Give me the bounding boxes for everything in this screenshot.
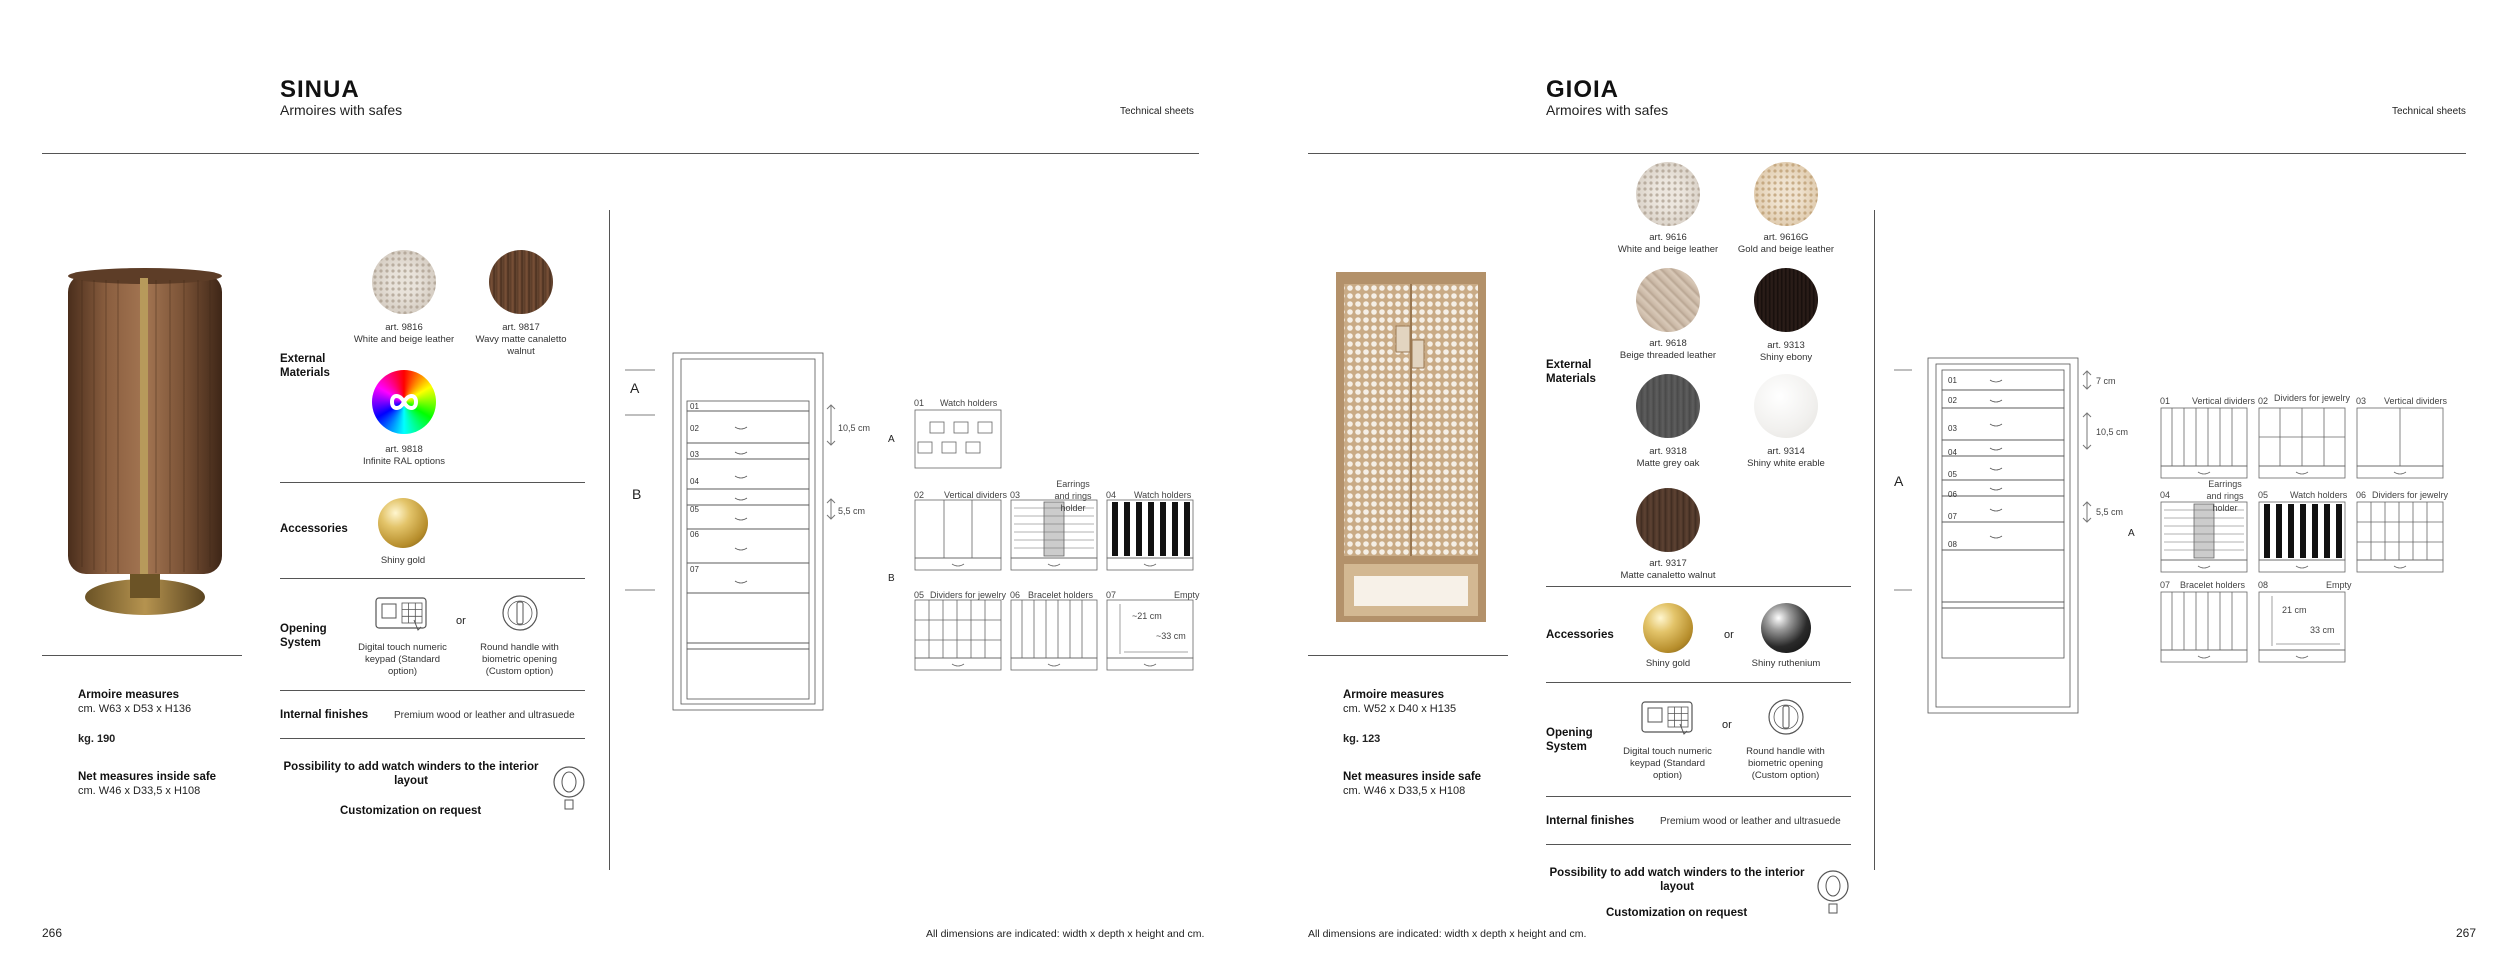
tray-group-a-label: A — [2128, 528, 2135, 539]
drawer-number: 06 — [690, 530, 699, 539]
tray-name: Dividers for jewelry — [930, 590, 1007, 600]
drawer-number: 05 — [1948, 470, 1957, 479]
page-subtitle: Armoires with safes — [280, 102, 403, 118]
header-divider — [42, 153, 1199, 154]
section-divider — [280, 738, 585, 739]
armoire-measures-label: Armoire measures — [1343, 689, 1444, 701]
measures-divider — [42, 655, 242, 656]
opening-or: or — [456, 615, 466, 627]
dimension-label: 10,5 cm — [838, 423, 871, 433]
material-name: Matte grey oak — [1636, 458, 1700, 469]
drawer-number: 01 — [1948, 376, 1957, 385]
internal-finishes-label: Internal finishes — [1546, 815, 1635, 827]
dimension-label: 7 cm — [2096, 376, 2116, 386]
tray-num: 02 — [2258, 396, 2269, 406]
accessory-name: Shiny gold — [380, 555, 426, 566]
net-measures-label: Net measures inside safe — [78, 771, 217, 783]
drawer-number: 08 — [1948, 540, 1957, 549]
tray-name: Dividers for jewelry — [2372, 490, 2449, 500]
drawer-number: 03 — [690, 450, 699, 459]
tray-name: Earrings and rings holder — [1054, 479, 1092, 513]
tray-name: Vertical dividers — [944, 490, 1008, 500]
drawer-number: 03 — [1948, 424, 1957, 433]
tray-num: 07 — [2160, 580, 2171, 590]
dimension-arrow — [824, 403, 838, 447]
footer-note: All dimensions are indicated: width x depth x height and cm. — [926, 928, 1205, 940]
dimension-arrow — [2080, 369, 2094, 391]
tray-06 — [2356, 496, 2446, 576]
vertical-divider — [1874, 210, 1875, 870]
accessory-name: Shiny gold — [1645, 658, 1691, 669]
tray-num: 04 — [1106, 490, 1117, 500]
tray-name: Vertical dividers — [2384, 396, 2448, 406]
tray-num: 02 — [914, 490, 925, 500]
material-name: Shiny ebony — [1759, 352, 1813, 363]
material-swatch-9817 — [489, 250, 553, 314]
safe-interior-diagram — [625, 345, 845, 715]
drawer-number: 04 — [690, 477, 699, 486]
section-b-label: B — [632, 486, 642, 502]
material-swatch-9616g — [1754, 162, 1818, 226]
round-handle-icon — [1766, 697, 1806, 737]
net-measures-value: cm. W46 x D33,5 x H108 — [78, 785, 201, 797]
tray-num: 01 — [914, 398, 925, 408]
page-number: 267 — [2456, 926, 2477, 940]
tray-name: Watch holders — [940, 398, 998, 408]
header-section-label: Technical sheets — [1120, 106, 1194, 117]
section-a-label: A — [1894, 473, 1904, 489]
material-name: Matte canaletto walnut — [1620, 570, 1716, 581]
material-code: art. 9313 — [1767, 340, 1805, 351]
watch-winders-note: Possibility to add watch winders to the interior layout — [283, 761, 539, 787]
tray-num: 06 — [1010, 590, 1021, 600]
accessory-or: or — [1724, 629, 1734, 641]
tray-num: 01 — [2160, 396, 2171, 406]
accessories-label: Accessories — [1546, 629, 1614, 641]
tray-name: Bracelet holders — [1028, 590, 1094, 600]
customization-note: Customization on request — [1606, 907, 1748, 919]
tray-04 — [1106, 494, 1196, 574]
material-swatch-9616 — [1636, 162, 1700, 226]
section-a-label: A — [630, 380, 640, 396]
material-swatch-9818 — [372, 370, 436, 434]
tray-num: 05 — [914, 590, 925, 600]
material-swatch-9314 — [1754, 374, 1818, 438]
tray-name: Empty — [1174, 590, 1200, 600]
round-handle-icon — [500, 593, 540, 633]
page-subtitle: Armoires with safes — [1546, 102, 1669, 118]
tray-name: Bracelet holders — [2180, 580, 2246, 590]
tray-02 — [2258, 402, 2348, 482]
drawer-number: 05 — [690, 505, 699, 514]
tray-02 — [914, 494, 1004, 574]
material-swatch-9618 — [1636, 268, 1700, 332]
empty-dim-height: ~21 cm — [1132, 611, 1162, 621]
drawer-number: 06 — [1948, 490, 1957, 499]
dimension-arrow — [824, 497, 838, 521]
armoire-measures-label: Armoire measures — [78, 689, 179, 701]
section-divider — [280, 578, 585, 579]
material-name: Gold and beige leather — [1737, 244, 1835, 255]
material-code: art. 9318 — [1649, 446, 1687, 457]
section-divider — [1546, 844, 1851, 845]
section-divider — [280, 690, 585, 691]
dimension-label: 5,5 cm — [2096, 507, 2124, 517]
empty-dim-width: 33 cm — [2310, 625, 2335, 635]
opening-or: or — [1722, 719, 1732, 731]
accessories-label: Accessories — [280, 523, 348, 535]
tray-name: Empty — [2326, 580, 2352, 590]
internal-finishes-value: Premium wood or leather and ultrasuede — [394, 710, 575, 721]
armoire-weight: kg. 123 — [1343, 733, 1381, 745]
armoire-measures-value: cm. W52 x D40 x H135 — [1343, 703, 1457, 715]
material-code: art. 9816 — [385, 322, 423, 333]
section-divider — [1546, 682, 1851, 683]
material-code: art. 9817 — [502, 322, 540, 333]
page-title: GIOIA — [1546, 76, 1620, 103]
tray-07 — [2160, 586, 2250, 666]
keypad-icon — [1640, 698, 1696, 738]
material-code: art. 9616 — [1649, 232, 1687, 243]
opening-system-label: Opening System — [280, 623, 327, 649]
tray-05 — [914, 594, 1004, 674]
armoire-weight: kg. 190 — [78, 733, 116, 745]
tray-num: 07 — [1106, 590, 1117, 600]
drawer-number: 04 — [1948, 448, 1957, 457]
material-name: Shiny white erable — [1747, 458, 1825, 469]
product-image-sinua — [60, 262, 230, 632]
internal-finishes-label: Internal finishes — [280, 709, 369, 721]
watch-winders-note: Possibility to add watch winders to the interior layout — [1549, 867, 1805, 893]
accessory-swatch-ruthenium — [1761, 603, 1811, 653]
empty-dim-width: ~33 cm — [1156, 631, 1186, 641]
tray-name: Watch holders — [1134, 490, 1192, 500]
tray-group-b-label: B — [888, 573, 895, 584]
page-title: SINUA — [280, 76, 360, 103]
section-divider — [1546, 586, 1851, 587]
footer-note: All dimensions are indicated: width x depth x height and cm. — [1308, 928, 1587, 940]
customization-note: Customization on request — [340, 805, 482, 817]
opening-system-label: Opening System — [1546, 727, 1593, 753]
opening-option-handle: Round handle with biometric opening (Custom option) — [480, 642, 559, 677]
material-code: art. 9618 — [1649, 338, 1687, 349]
tray-06 — [1010, 594, 1100, 674]
net-measures-label: Net measures inside safe — [1343, 771, 1482, 783]
drawer-number: 01 — [690, 402, 699, 411]
tray-name: Watch holders — [2290, 490, 2348, 500]
tray-num: 04 — [2160, 490, 2171, 500]
material-swatch-9318 — [1636, 374, 1700, 438]
vertical-divider — [609, 210, 610, 870]
section-divider — [280, 482, 585, 483]
material-name: Wavy matte canaletto walnut — [475, 334, 567, 357]
material-code: art. 9314 — [1767, 446, 1805, 457]
tray-num: 03 — [1010, 490, 1021, 500]
dimension-label: 5,5 cm — [838, 506, 866, 516]
tray-num: 08 — [2258, 580, 2269, 590]
watch-winder-icon — [1816, 866, 1850, 916]
material-name: Beige threaded leather — [1619, 350, 1717, 361]
accessory-swatch-gold — [378, 498, 428, 548]
armoire-measures-value: cm. W63 x D53 x H136 — [78, 703, 192, 715]
material-code: art. 9818 — [385, 444, 423, 455]
drawer-number: 07 — [690, 565, 699, 574]
material-swatch-9816 — [372, 250, 436, 314]
opening-option-keypad: Digital touch numeric keypad (Standard option) — [358, 642, 447, 677]
page-number: 266 — [42, 926, 63, 940]
dimension-arrow — [2080, 411, 2094, 451]
product-image-gioia — [1330, 268, 1490, 628]
tray-01 — [2160, 402, 2250, 482]
section-divider — [1546, 796, 1851, 797]
accessory-swatch-gold — [1643, 603, 1693, 653]
empty-dim-height: 21 cm — [2282, 605, 2307, 615]
tray-name: Earrings and rings holder — [2206, 479, 2244, 513]
external-materials-label: External Materials — [280, 353, 330, 379]
tray-num: 06 — [2356, 490, 2367, 500]
tray-group-a-label: A — [888, 434, 895, 445]
internal-finishes-value: Premium wood or leather and ultrasuede — [1660, 816, 1841, 827]
material-name: White and beige leather — [1617, 244, 1719, 255]
drawer-number: 02 — [1948, 396, 1957, 405]
material-swatch-9317 — [1636, 488, 1700, 552]
watch-winder-icon — [552, 762, 586, 812]
drawer-number: 02 — [690, 424, 699, 433]
safe-interior-diagram — [1894, 350, 2114, 720]
dimension-label: 10,5 cm — [2096, 427, 2129, 437]
tray-name: Dividers for jewelry — [2274, 393, 2351, 403]
accessory-name: Shiny ruthenium — [1751, 658, 1821, 669]
tray-05 — [2258, 496, 2348, 576]
tray-num: 03 — [2356, 396, 2367, 406]
opening-option-handle: Round handle with biometric opening (Custom option) — [1746, 746, 1825, 781]
tray-num: 05 — [2258, 490, 2269, 500]
opening-option-keypad: Digital touch numeric keypad (Standard option) — [1623, 746, 1712, 781]
dimension-arrow — [2080, 500, 2094, 524]
material-swatch-9313 — [1754, 268, 1818, 332]
net-measures-value: cm. W46 x D33,5 x H108 — [1343, 785, 1466, 797]
material-code: art. 9317 — [1649, 558, 1687, 569]
material-name: Infinite RAL options — [362, 456, 446, 467]
measures-divider — [1308, 655, 1508, 656]
external-materials-label: External Materials — [1546, 359, 1596, 385]
material-name: White and beige leather — [353, 334, 455, 345]
tray-03 — [2356, 402, 2446, 482]
tray-01 — [914, 400, 1004, 475]
material-code: art. 9616G — [1763, 232, 1809, 243]
drawer-number: 07 — [1948, 512, 1957, 521]
header-divider — [1308, 153, 2466, 154]
header-section-label: Technical sheets — [2392, 106, 2466, 117]
tray-name: Vertical dividers — [2192, 396, 2256, 406]
keypad-icon — [374, 594, 430, 634]
